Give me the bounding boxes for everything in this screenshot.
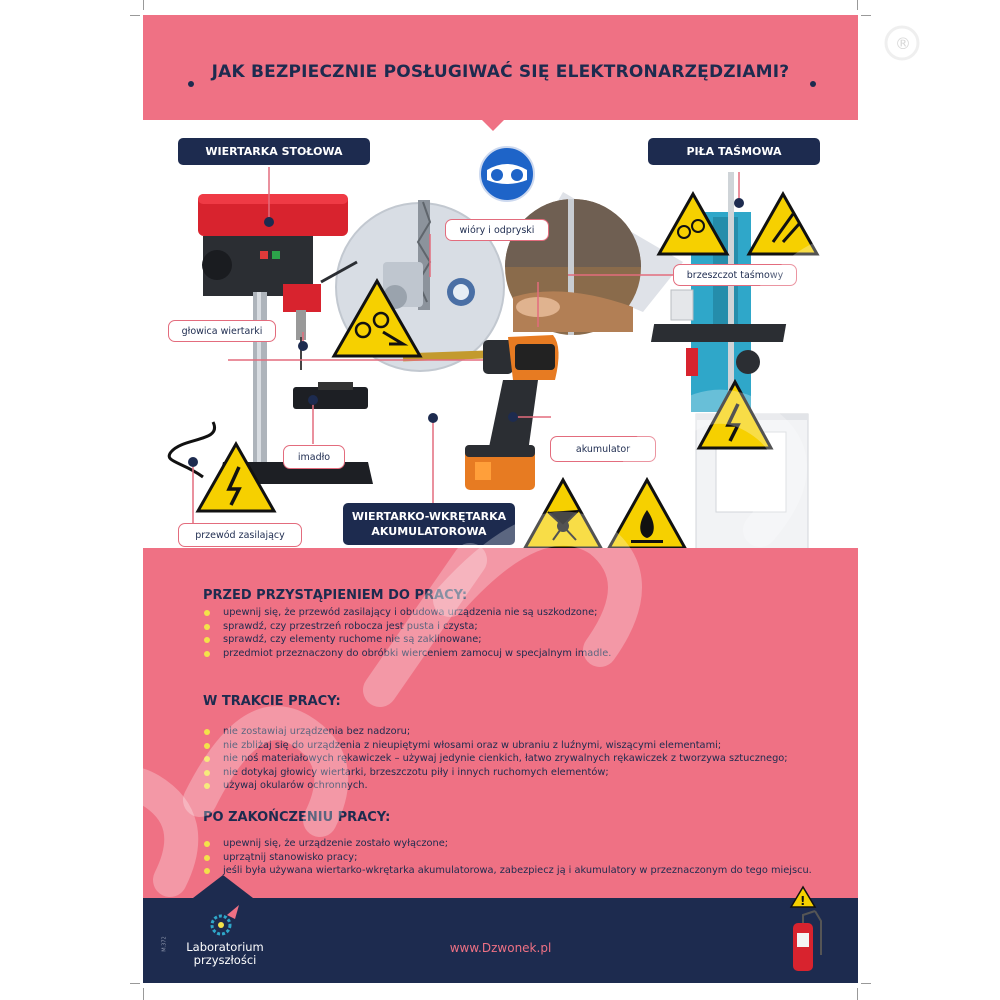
crop-mark <box>861 15 871 16</box>
tool-name-cordless-drill-line1: WIERTARKO-WKRĘTARKA <box>351 510 507 523</box>
list-item: sprawdź, czy przestrzeń robocza jest pusta i czysta; <box>203 620 611 634</box>
illustration-area <box>143 132 858 560</box>
label-battery: akumulator <box>550 436 656 462</box>
list-item: nie noś materiałowych rękawiczek – używaj jedynie cienkich, łatwo zrywalnych rękawiczek z tworzywa sztucznego; <box>203 752 788 766</box>
crop-mark <box>130 15 140 16</box>
list-during-work <box>203 725 788 793</box>
flammable-hazard-icon <box>609 480 685 548</box>
section-title-after-work: PO ZAKOŃCZENIU PRACY: <box>203 810 391 825</box>
list-after-work <box>203 837 812 878</box>
tool-name-drill-press: WIERTARKA STOŁOWA <box>178 138 370 165</box>
tool-name-cordless-drill-line2: AKUMULATOROWA <box>371 525 487 538</box>
website-link[interactable]: www.Dzwonek.pl <box>449 941 552 955</box>
registered-mark-icon: ® <box>895 34 911 53</box>
section-title-during-work: W TRAKCIE PRACY: <box>203 694 341 709</box>
list-before-work <box>203 606 611 660</box>
brand-name-line2: przyszłości <box>193 953 257 967</box>
label-power-cord: przewód zasilający <box>178 523 302 547</box>
list-item: jeśli była używana wiertarko-wkrętarka akumulatorowa, zabezpiecz ją i akumulatory w przeznaczonym do tego miejscu. <box>203 864 812 878</box>
header-notch <box>481 119 505 131</box>
crop-mark <box>143 0 144 10</box>
tool-name-band-saw: PIŁA TAŚMOWA <box>648 138 820 165</box>
page-title: JAK BEZPIECZNIE POSŁUGIWAĆ SIĘ ELEKTRONARZĘDZIAMI? <box>211 62 790 82</box>
label-chips: wióry i odpryski <box>445 219 549 241</box>
list-item: uprzątnij stanowisko pracy; <box>203 851 812 865</box>
list-item: używaj okularów ochronnych. <box>203 779 788 793</box>
brand-name-line1: Laboratorium <box>186 940 264 954</box>
crop-mark <box>857 0 858 10</box>
saw-closeup-magnifier <box>505 192 683 335</box>
fire-extinguisher-icon <box>791 887 821 971</box>
explosive-hazard-icon <box>525 480 601 548</box>
tools-illustration <box>143 132 858 560</box>
label-drill-head: głowica wiertarki <box>168 320 276 342</box>
list-item: nie zbliżaj się do urządzenia z nieupiętymi włosami oraz w ubraniu z luźnymi, wiszącymi elementami; <box>203 739 788 753</box>
crop-mark <box>130 983 140 984</box>
rocket-gear-icon <box>212 905 239 934</box>
list-item: upewnij się, że urządzenie zostało wyłączone; <box>203 837 812 851</box>
cordless-drill <box>403 335 559 490</box>
list-item: przedmiot przeznaczony do obróbki wierceniem zamocuj w specjalnym imadle. <box>203 647 611 661</box>
label-band-blade: brzeszczot taśmowy <box>673 264 797 286</box>
crop-mark <box>857 988 858 1000</box>
list-item: upewnij się, że przewód zasilający i obudowa urządzenia nie są uszkodzone; <box>203 606 611 620</box>
safety-goggles-icon <box>480 147 534 201</box>
svg-text:!: ! <box>800 894 806 908</box>
label-vise: imadło <box>283 445 345 469</box>
tool-name-cordless-drill <box>343 503 515 545</box>
section-title-before-work: PRZED PRZYSTĄPIENIEM DO PRACY: <box>203 588 468 603</box>
list-item: nie dotykaj głowicy wiertarki, brzeszczotu piły i innych ruchomych elementów; <box>203 766 788 780</box>
list-item: sprawdź, czy elementy ruchome nie są zaklinowane; <box>203 633 611 647</box>
list-item: nie zostawiaj urządzenia bez nadzoru; <box>203 725 788 739</box>
safety-rules-panel <box>143 548 858 900</box>
cutting-hazard-icon <box>749 194 817 254</box>
crop-mark <box>143 988 144 1000</box>
product-code: M.372 <box>161 936 168 952</box>
crop-mark <box>861 983 871 984</box>
poster <box>143 15 858 983</box>
